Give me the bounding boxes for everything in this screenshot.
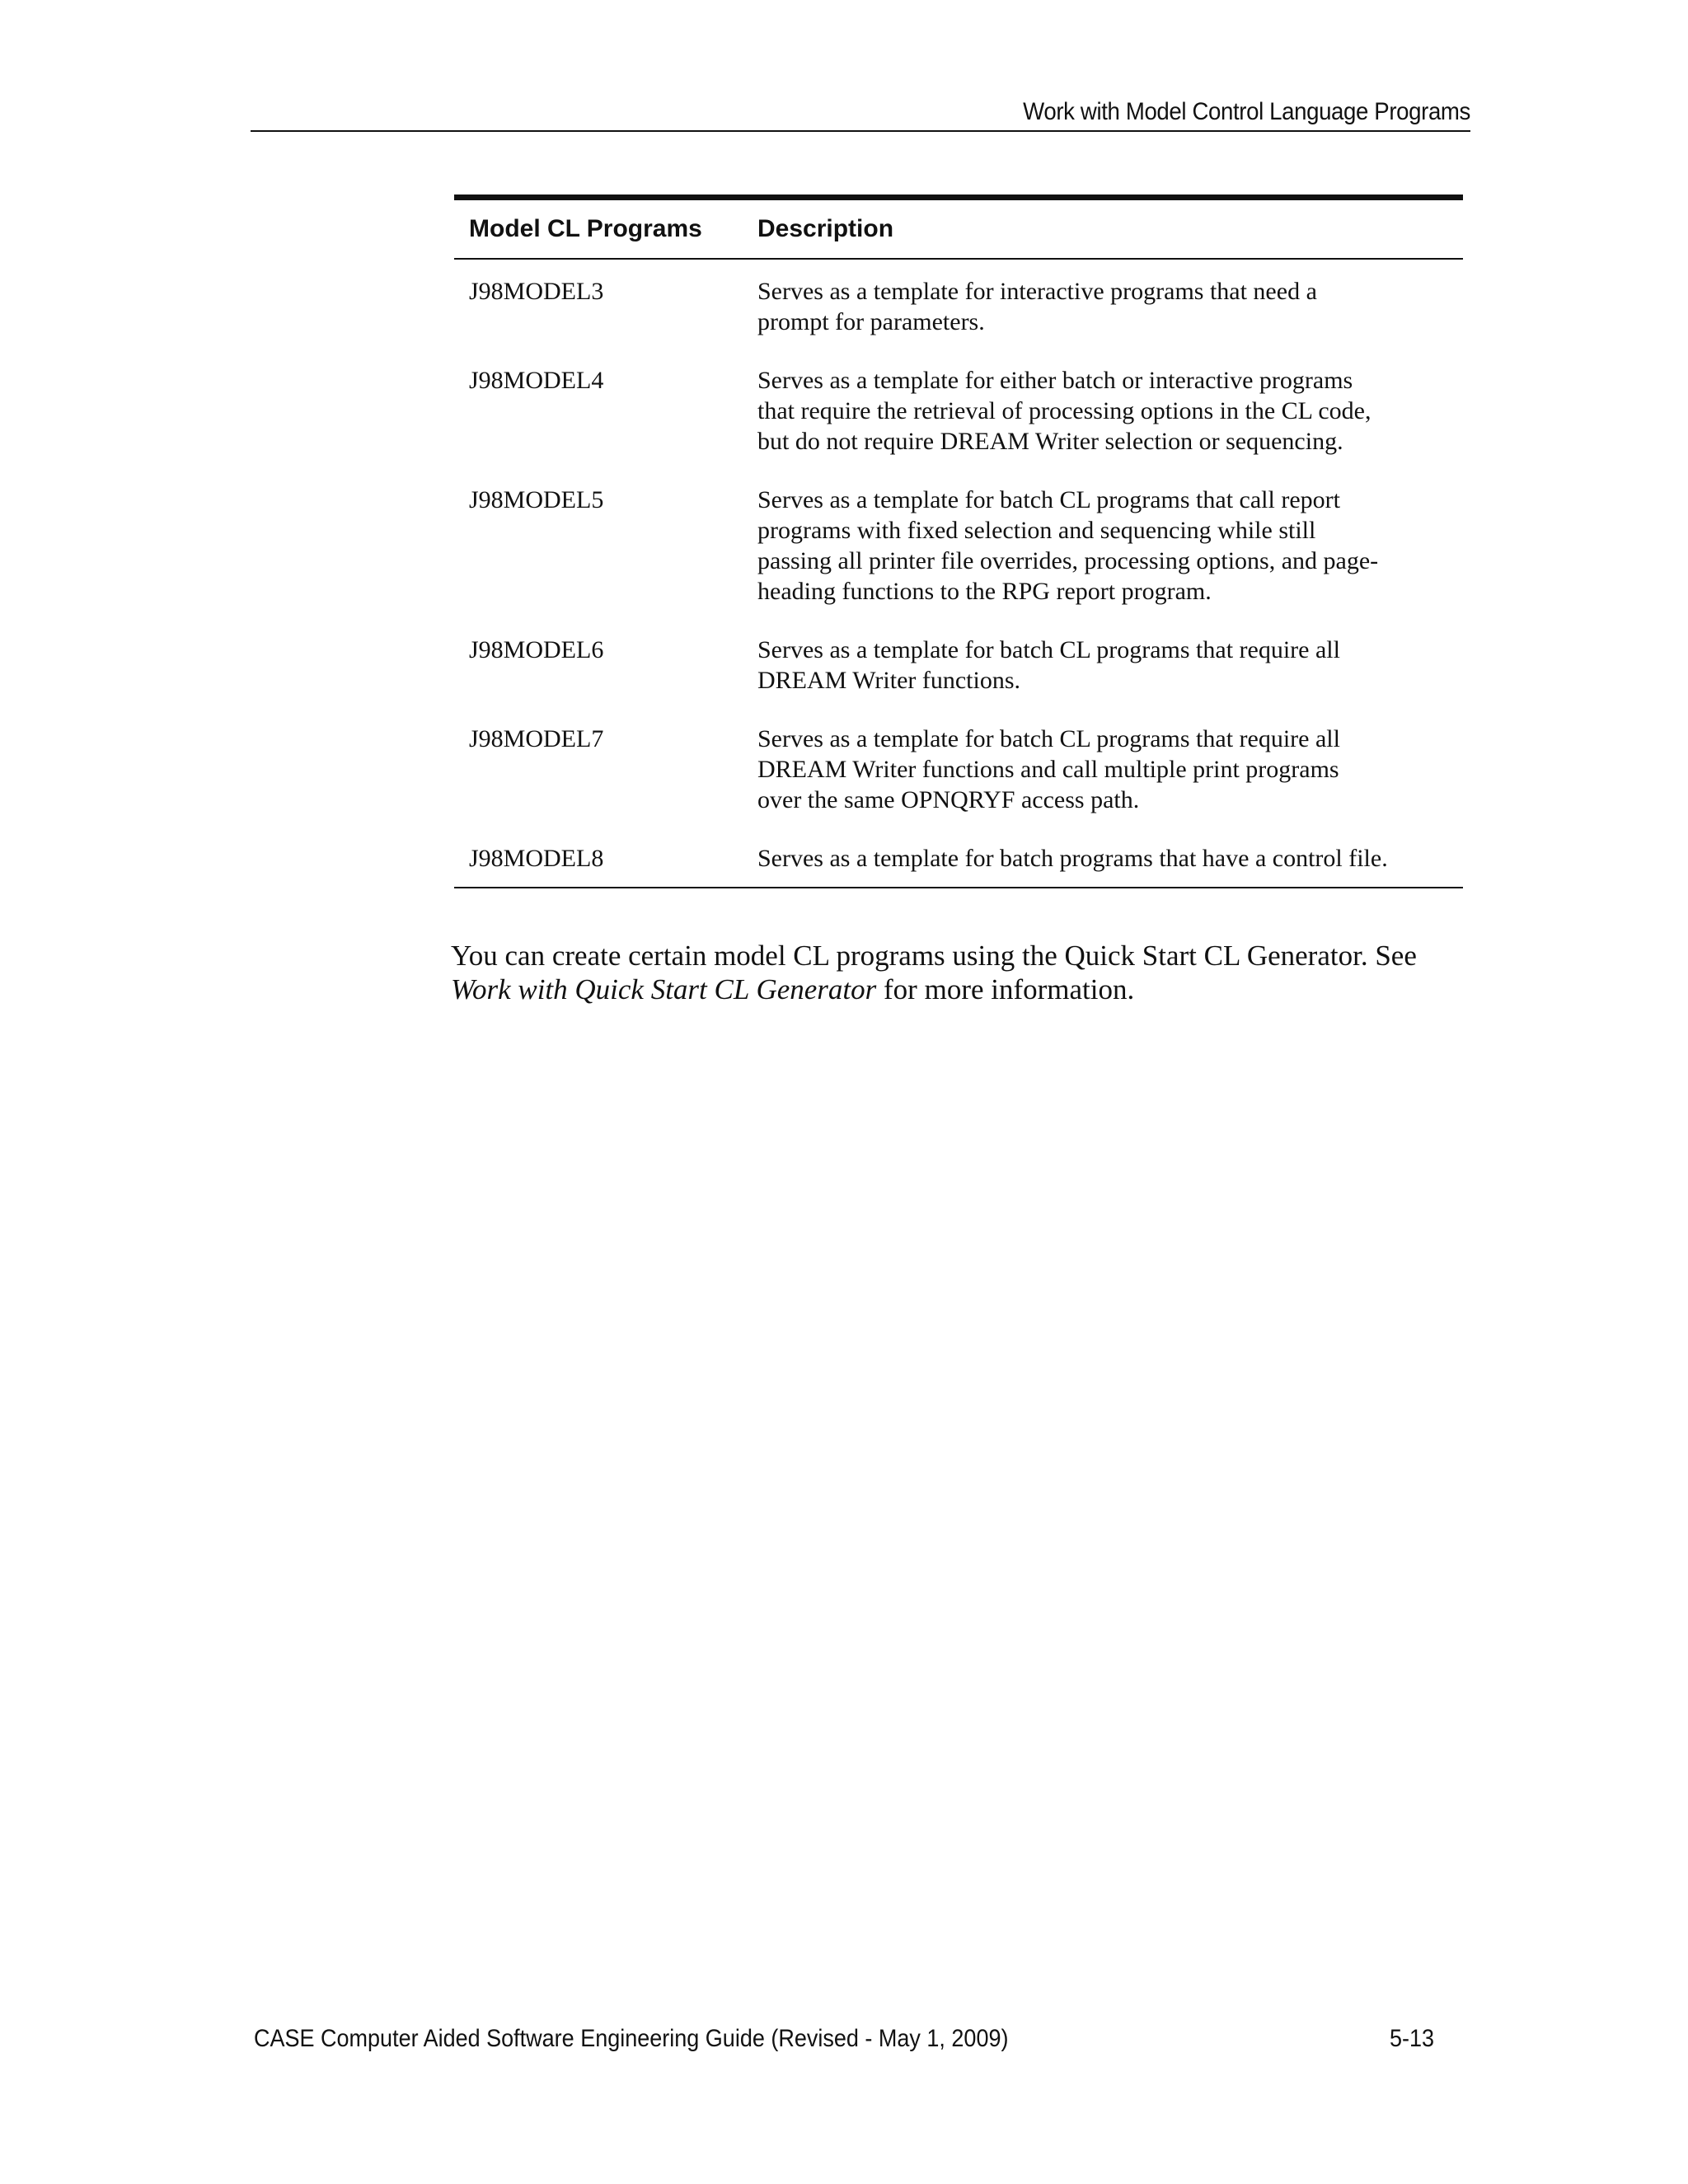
description-line: Serves as a template for batch CL programs that call report (757, 486, 1340, 513)
program-name: J98MODEL5 (469, 486, 604, 513)
page-number: 5-13 (1390, 2025, 1435, 2052)
table-row (454, 485, 1463, 635)
description-line: Serves as a template for interactive programs that need a (757, 278, 1317, 305)
program-description (743, 485, 1463, 635)
table-row (454, 365, 1463, 485)
cross-reference-link[interactable]: Work with Quick Start CL Generator (451, 973, 877, 1005)
description-line: Serves as a template for batch CL programs that require all (757, 725, 1340, 752)
table-row (454, 843, 1463, 888)
program-description (743, 635, 1463, 724)
program-name: J98MODEL7 (469, 725, 604, 752)
program-name: J98MODEL8 (469, 845, 604, 872)
description-line: heading functions to the RPG report program. (757, 578, 1212, 605)
model-cl-programs-table (454, 194, 1463, 888)
description-line: passing all printer file overrides, processing options, and page- (757, 547, 1379, 574)
table-row (454, 724, 1463, 843)
description-line: but do not require DREAM Writer selection or sequencing. (757, 428, 1343, 455)
header-rule (251, 130, 1470, 132)
program-description (743, 259, 1463, 365)
footer-document-title: CASE Computer Aided Software Engineering Guide (Revised - May 1, 2009) (254, 2025, 1009, 2052)
paragraph-text: You can create certain model CL programs using the Quick Start CL Generator. See (451, 940, 1417, 972)
program-description (743, 365, 1463, 485)
program-name: J98MODEL4 (469, 367, 604, 394)
column-header-programs: Model CL Programs (454, 198, 743, 260)
column-header-description: Description (743, 198, 1463, 260)
model-cl-programs-table-container (454, 194, 1463, 888)
description-line: Serves as a template for either batch or interactive programs (757, 367, 1353, 394)
table-header-row (454, 198, 1463, 260)
program-name: J98MODEL6 (469, 636, 604, 663)
program-name: J98MODEL3 (469, 278, 604, 305)
description-line: that require the retrieval of processing options in the CL code, (757, 397, 1372, 424)
description-line: Serves as a template for batch programs that have a control file. (757, 845, 1388, 872)
description-line: DREAM Writer functions and call multiple print programs (757, 756, 1339, 783)
description-line: programs with fixed selection and sequencing while still (757, 517, 1316, 544)
description-line: DREAM Writer functions. (757, 667, 1021, 694)
description-line: over the same OPNQRYF access path. (757, 786, 1140, 813)
program-description (743, 724, 1463, 843)
table-row (454, 635, 1463, 724)
running-header: Work with Model Control Language Programs (1023, 98, 1470, 125)
description-line: Serves as a template for batch CL programs that require all (757, 636, 1340, 663)
description-line: prompt for parameters. (757, 308, 985, 335)
body-paragraph (451, 939, 1473, 1006)
paragraph-text-end: for more information. (876, 973, 1135, 1005)
table-row (454, 259, 1463, 365)
program-description (743, 843, 1463, 888)
